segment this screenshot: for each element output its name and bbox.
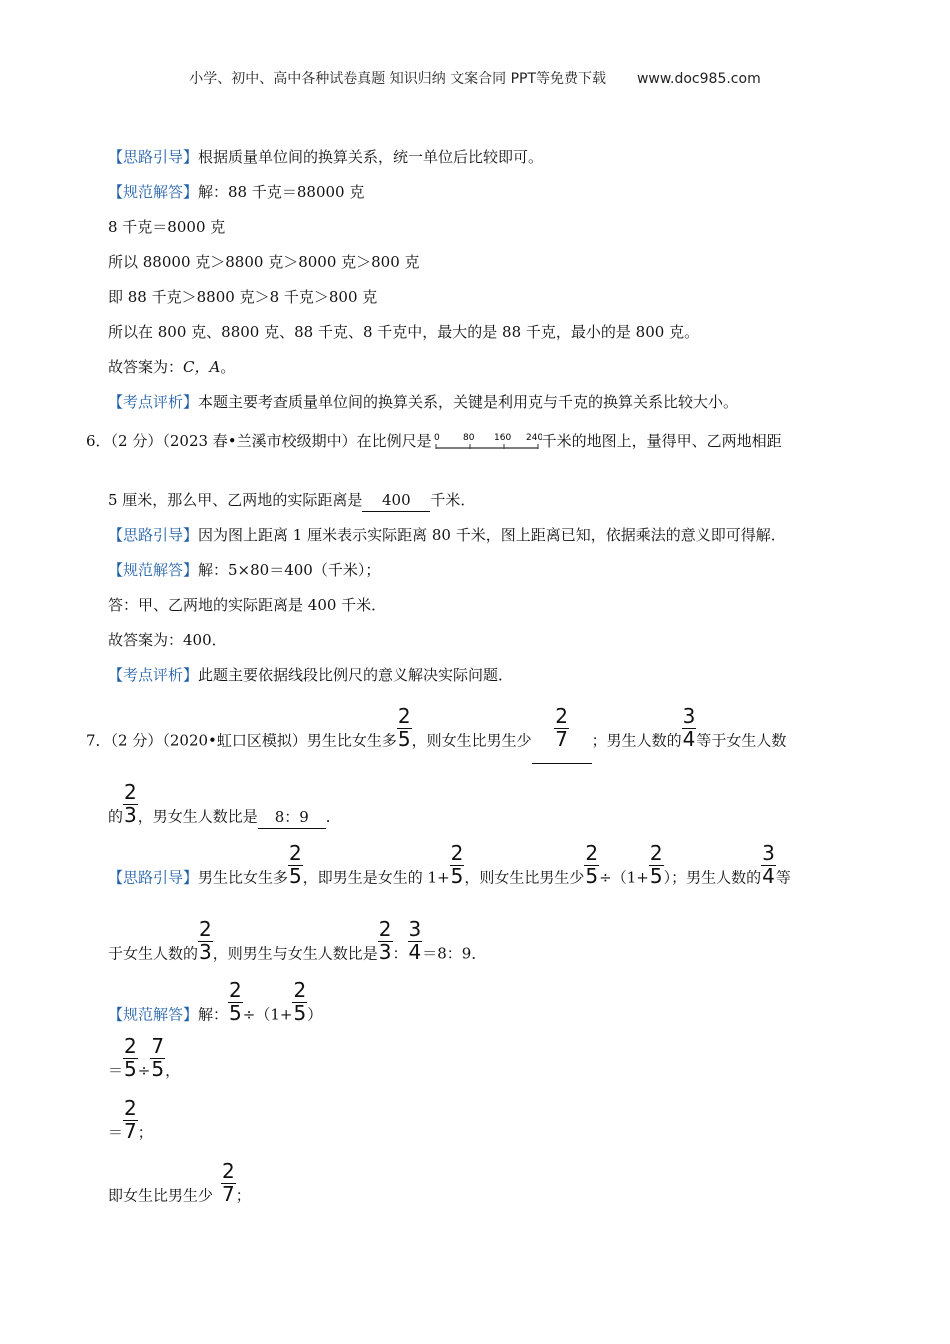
fraction-two-sevenths: $\frac{2}{7}$: [222, 1159, 235, 1206]
fraction-two-fifths: $\frac{2}{5}$: [293, 978, 307, 1025]
fraction-two-fifths: $\frac{2}{5}$: [229, 978, 242, 1025]
tag-silu: 【思路引导】: [108, 148, 199, 166]
tag-guifan: 【规范解答】: [108, 183, 199, 201]
fraction-seven-fifths: $\frac{7}{5}$: [151, 1034, 165, 1081]
fraction-three-fourths: $\frac{3}{4}$: [762, 841, 775, 888]
q6-stem-line2: 5 厘米，那么甲、乙两地的实际距离是 400 千米．: [108, 489, 475, 512]
q6-kaodian: 【考点评析】此题主要依据线段比例尺的意义解决实际问题．: [108, 666, 514, 684]
q6-da: 答：甲、乙两地的实际距离是 400 千米．: [108, 596, 387, 614]
q7-jie-line1: 【规范解答】解： $\frac{2}{5}$ ÷（1+ $\frac{2}{5}$ ）: [108, 978, 323, 1025]
q5-line3: 所以 88000 克＞8800 克＞8000 克＞800 克: [108, 253, 420, 271]
q7-answer-blank-2: 8：9: [258, 806, 326, 829]
header-url[interactable]: www.doc985.com: [636, 71, 761, 87]
q6-answer-blank: 400: [362, 489, 430, 512]
fraction-two-thirds: $\frac{2}{3}$: [124, 780, 137, 827]
page-header: [0, 68, 950, 88]
q7-jie-line2: ＝ $\frac{2}{5}$ ÷ $\frac{7}{5}$ ，: [108, 1034, 181, 1081]
fraction-two-fifths: $\frac{2}{5}$: [450, 841, 464, 888]
header-text: 小学、初中、高中各种试卷真题 知识归纳 文案合同 PPT等免费下载: [189, 71, 607, 87]
q7-silu-line2: 于女生人数的 $\frac{2}{3}$ ，则男生与女生人数比是 $\frac{2}{3}$ ： $\frac{3}{4}$ ＝8：9．: [108, 917, 487, 964]
q5-line5: 所以在 800 克、8800 克、88 千克、8 千克中，最大的是 88 千克，最小的是 800 克。: [108, 323, 700, 341]
fraction-two-fifths: $\frac{2}{5}$: [124, 1034, 137, 1081]
scale-label: 80: [462, 433, 475, 443]
q6-jie: 【规范解答】解：5×80＝400（千米）；: [108, 561, 381, 579]
q6-number: 6．: [86, 432, 111, 450]
fraction-two-thirds: $\frac{2}{3}$: [199, 917, 212, 964]
tag-kaodian: 【考点评析】: [108, 393, 199, 411]
scale-label: 240: [525, 433, 542, 443]
q7-jie-line3: ＝ $\frac{2}{7}$ ；: [108, 1096, 153, 1143]
fraction-three-fourths: $\frac{3}{4}$: [682, 704, 696, 751]
scale-bar-graphic: [432, 430, 542, 454]
q5-line2: 8 千克＝8000 克: [108, 218, 226, 236]
fraction-two-fifths: $\frac{2}{5}$: [585, 841, 599, 888]
fraction-two-thirds: $\frac{2}{3}$: [378, 917, 392, 964]
scale-bar: [432, 430, 542, 454]
fraction-two-sevenths: $\frac{2}{7}$: [124, 1096, 137, 1143]
q5-line4: 即 88 千克＞8800 克＞8 千克＞800 克: [108, 288, 378, 306]
fraction-two-fifths: $\frac{2}{5}$: [289, 841, 302, 888]
fraction-two-fifths: $\frac{2}{5}$: [397, 704, 411, 751]
q7-jie-line4: 即女生比男生少 $\frac{2}{7}$ ；: [108, 1159, 251, 1206]
fraction-two-fifths: $\frac{2}{5}$: [649, 841, 663, 888]
scale-label: 160: [493, 433, 511, 443]
q6-gu: 故答案为：400．: [108, 631, 227, 649]
q7-stem-line1: 7．（2 分）（2020•虹口区模拟）男生比女生多 $\frac{2}{5}$ ，则女生比男生少 $\frac{2}{7}$ ；男生人数的 $\frac{3}{4}$ 等于女生人数: [86, 720, 786, 764]
q7-answer-blank-1: $\frac{2}{7}$: [532, 720, 592, 764]
q5-jie: 【规范解答】解：88 千克＝88000 克: [108, 183, 365, 201]
q7-stem-line2: 的 $\frac{2}{3}$ ，男女生人数比是 8：9 ．: [108, 780, 341, 827]
q5-line6: 故答案为：C，A。: [108, 358, 236, 376]
q6-silu: 【思路引导】因为图上距离 1 厘米表示实际距离 80 千米，图上距离已知，依据乘法的意义即可得解．: [108, 526, 786, 544]
scale-label: 0: [433, 433, 440, 443]
q5-silu: 【思路引导】根据质量单位间的换算关系，统一单位后比较即可。: [108, 148, 544, 166]
fraction-three-fourths: $\frac{3}{4}$: [408, 917, 422, 964]
q7-silu-line1: 【思路引导】男生比女生多 $\frac{2}{5}$ ，即男生是女生的 1+ $\frac{2}{5}$ ，则女生比男生少 $\frac{2}{5}$ ÷（1+ $\frac{2}{5}$ ）；男生人数的 $\frac{3}{4}$ 等: [108, 841, 791, 888]
q6-stem-line1: 6．（2 分）（2023 春•兰溪市校级期中）在比例尺是 0 80 160 240 千米的地图上，量得甲、乙两地相距: [86, 430, 782, 454]
q5-kaodian: 【考点评析】本题主要考查质量单位间的换算关系，关键是利用克与千克的换算关系比较大小。: [108, 393, 739, 411]
q7-number: 7．: [86, 731, 111, 750]
